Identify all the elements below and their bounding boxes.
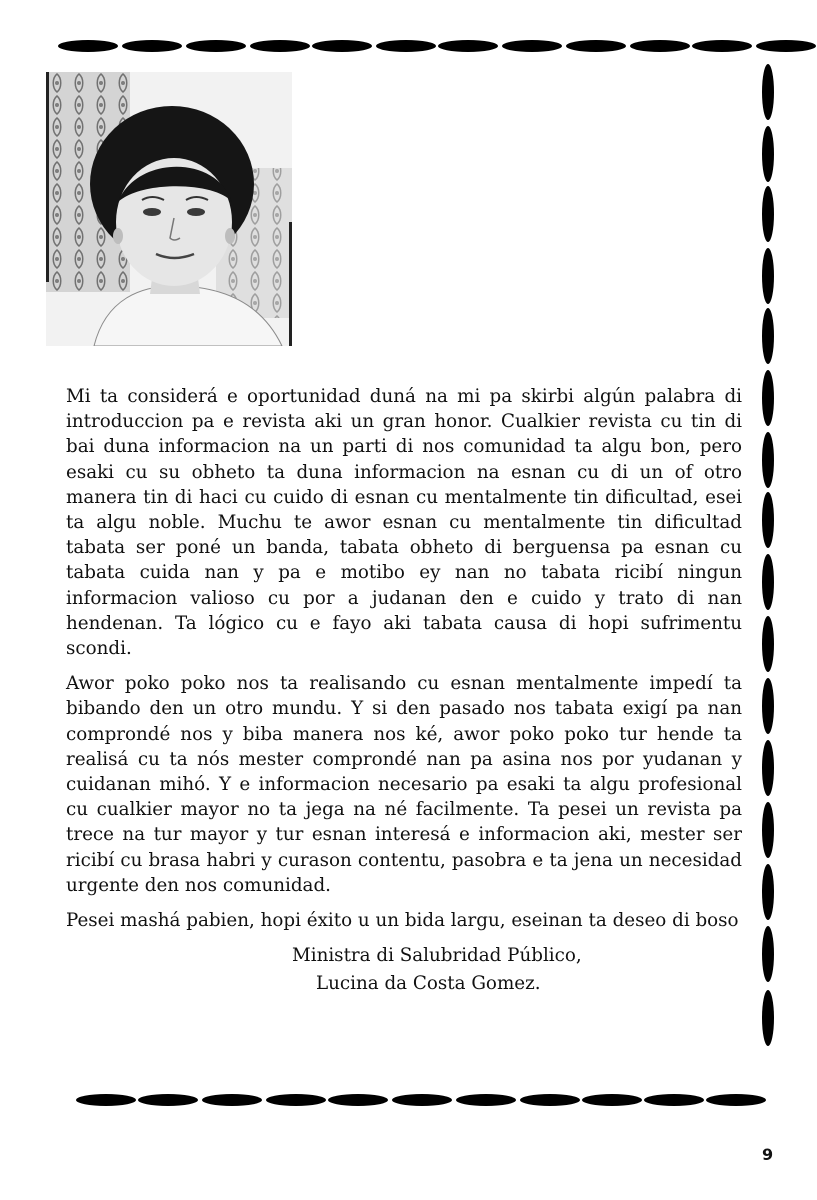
bottom-border-ornament xyxy=(60,1088,817,1112)
portrait-photo xyxy=(46,72,292,346)
signature-block xyxy=(292,942,622,998)
page-number: 9 xyxy=(762,1145,774,1164)
signature-name: Lucina da Costa Gomez. xyxy=(316,973,541,994)
paragraph-1: Mi ta considerá e oportunidad duná na mi pa skirbi algún palabra di introduccion pa e revista aki un gran honor. Cualkier revista cu tin di bai duna informacion na un parti di nos comunidad ta algu bon, pero esaki cu su obheto ta duna informacion na esnan cu di un of otro manera tin di haci cu cuido di esnan cu mentalmente tin dificultad, esei ta algu noble. Muchu te awor esnan cu mentalmente tin dificultad tabata ser poné un banda, tabata obheto di berguensa pa esnan cu tabata cuida nan y pa e motibo ey nan no tabata ricibí ningun informacion valioso cu por a judanan den e cuido y trato di nan hendenan. Ta lógico cu e fayo aki tabata causa di hopi sufrimentu scondi. xyxy=(66,386,742,660)
paragraph-2: Awor poko poko nos ta realisando cu esnan mentalmente impedí ta bibando den un otro mundu. Y si den pasado nos tabata exigí pa nan comprondé nos y biba manera nos ké, awor poko poko tur hende ta realisá cu ta nós mester comprondé nan pa asina nos por yudanan y cuidanan mihó. Y e informacion necesario pa esaki ta algu profesional cu cualkier mayor no ta jega na né facilmente. Ta pesei un revista pa trece na tur mayor y tur esnan interesá e informacion aki, mester ser ricibí cu brasa habri y curason contentu, pasobra e ta jena un necesidad urgente den nos comunidad. xyxy=(66,673,742,896)
paragraph-3: Pesei mashá pabien, hopi éxito u un bida largu, eseinan ta deseo di boso xyxy=(66,910,739,932)
right-border-ornament xyxy=(748,62,788,1092)
top-border-ornament xyxy=(0,34,817,58)
article-body xyxy=(66,384,742,943)
signature-title: Ministra di Salubridad Público, xyxy=(292,945,582,966)
